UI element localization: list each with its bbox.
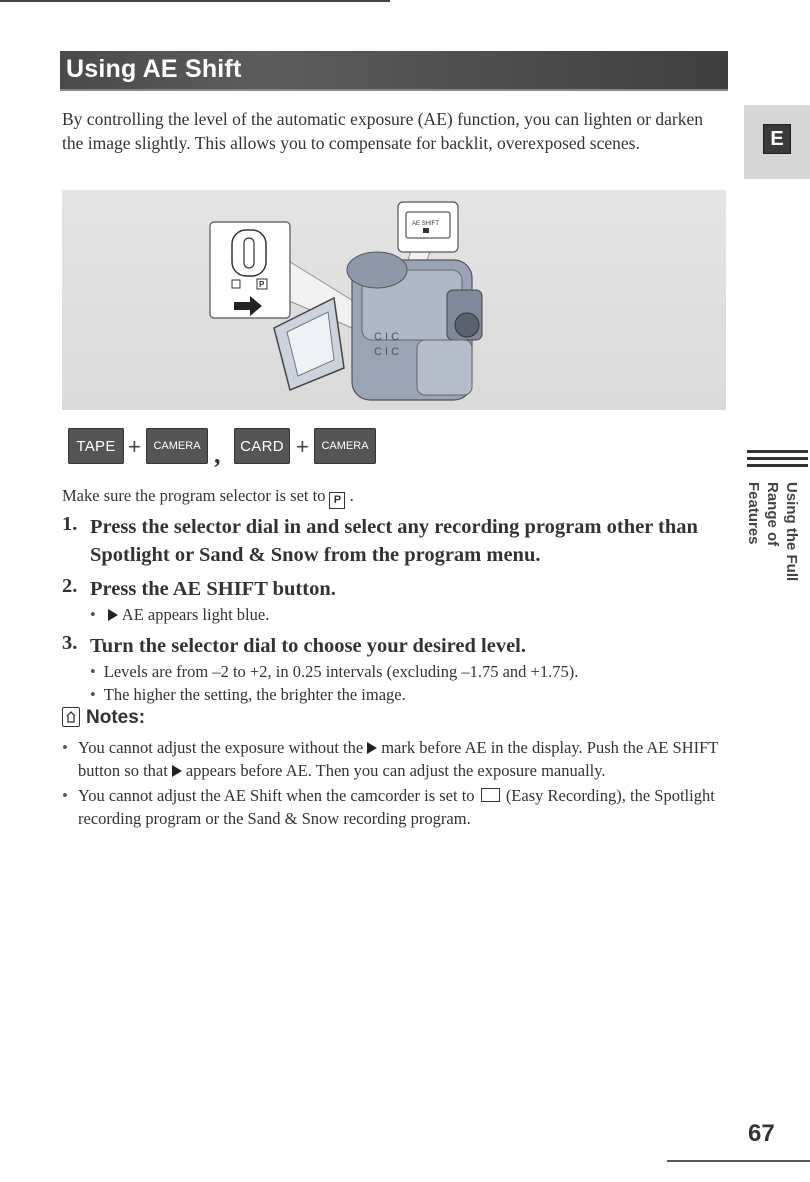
side-section-text: Using the Full Range of Features — [745, 482, 800, 582]
camera-mode-badge: CAMERA — [146, 428, 208, 464]
svg-text:C I C: C I C — [374, 346, 400, 358]
notes-list — [62, 736, 722, 832]
camera-mode-badge: CAMERA — [314, 428, 376, 464]
camcorder-illustration — [62, 190, 726, 410]
separator-comma: , — [214, 440, 221, 469]
step-bullet: • AE appears light blue. — [90, 603, 722, 626]
camcorder-drawing — [62, 190, 726, 410]
step-number: 3. — [62, 632, 78, 654]
play-triangle-icon — [367, 742, 377, 754]
plus-sign: + — [296, 434, 309, 459]
top-rule — [0, 0, 390, 2]
step-number: 1. — [62, 513, 78, 535]
page-number: 67 — [748, 1120, 775, 1147]
plus-sign: + — [128, 434, 141, 459]
notes-heading: Notes: — [62, 707, 145, 729]
ae-shift-label: AE SHIFT — [412, 221, 440, 227]
step-text: Turn the selector dial to choose your desired level. — [90, 635, 526, 657]
step-number: 2. — [62, 575, 78, 597]
easy-recording-icon — [481, 788, 500, 802]
play-triangle-icon — [108, 609, 118, 621]
title-bar — [60, 51, 728, 91]
section-tab-letter: E — [763, 124, 791, 154]
notes-icon — [62, 707, 80, 727]
step-text: Press the selector dial in and select any recording program other than Spotlight or Sand & Snow from the program menu. — [90, 516, 698, 566]
page-title: Using AE Shift — [66, 55, 242, 83]
bottom-rule — [667, 1160, 810, 1162]
play-triangle-icon — [172, 765, 182, 777]
card-mode-badge: CARD — [234, 428, 290, 464]
step-text: Press the AE SHIFT button. — [90, 578, 336, 600]
section-tab — [744, 105, 810, 179]
side-index-lines — [747, 450, 808, 471]
note-item: • You cannot adjust the exposure without the mark before AE in the display. Push the AE SHIFT button so that appears before AE. Then you can adjust the exposure manually. — [62, 736, 722, 782]
mode-indicators — [68, 424, 388, 468]
svg-text:P: P — [259, 280, 265, 289]
program-selector-note: Make sure the program selector is set to P . — [62, 486, 354, 509]
program-p-icon: P — [329, 492, 345, 509]
program-selector-text: Make sure the program selector is set to — [62, 486, 326, 505]
step-3 — [62, 632, 722, 706]
note-item: • You cannot adjust the AE Shift when the camcorder is set to (Easy Recording), the Spotlight recording program or the Sand & Snow recording program. — [62, 784, 722, 830]
step-bullet: • Levels are from –2 to +2, in 0.25 intervals (excluding –1.75 and +1.75). — [90, 660, 722, 683]
intro-paragraph: By controlling the level of the automatic exposure (AE) function, you can lighten or darken the image slightly. This allows you to compensate for backlit, overexposed scenes. — [62, 109, 703, 153]
step-bullet: • The higher the setting, the brighter the image. — [90, 683, 722, 706]
step-2 — [62, 575, 722, 626]
svg-text:C I C: C I C — [374, 331, 400, 343]
steps-list — [62, 513, 722, 706]
side-section-label — [745, 482, 801, 612]
step-1 — [62, 513, 722, 569]
tape-mode-badge: TAPE — [68, 428, 124, 464]
